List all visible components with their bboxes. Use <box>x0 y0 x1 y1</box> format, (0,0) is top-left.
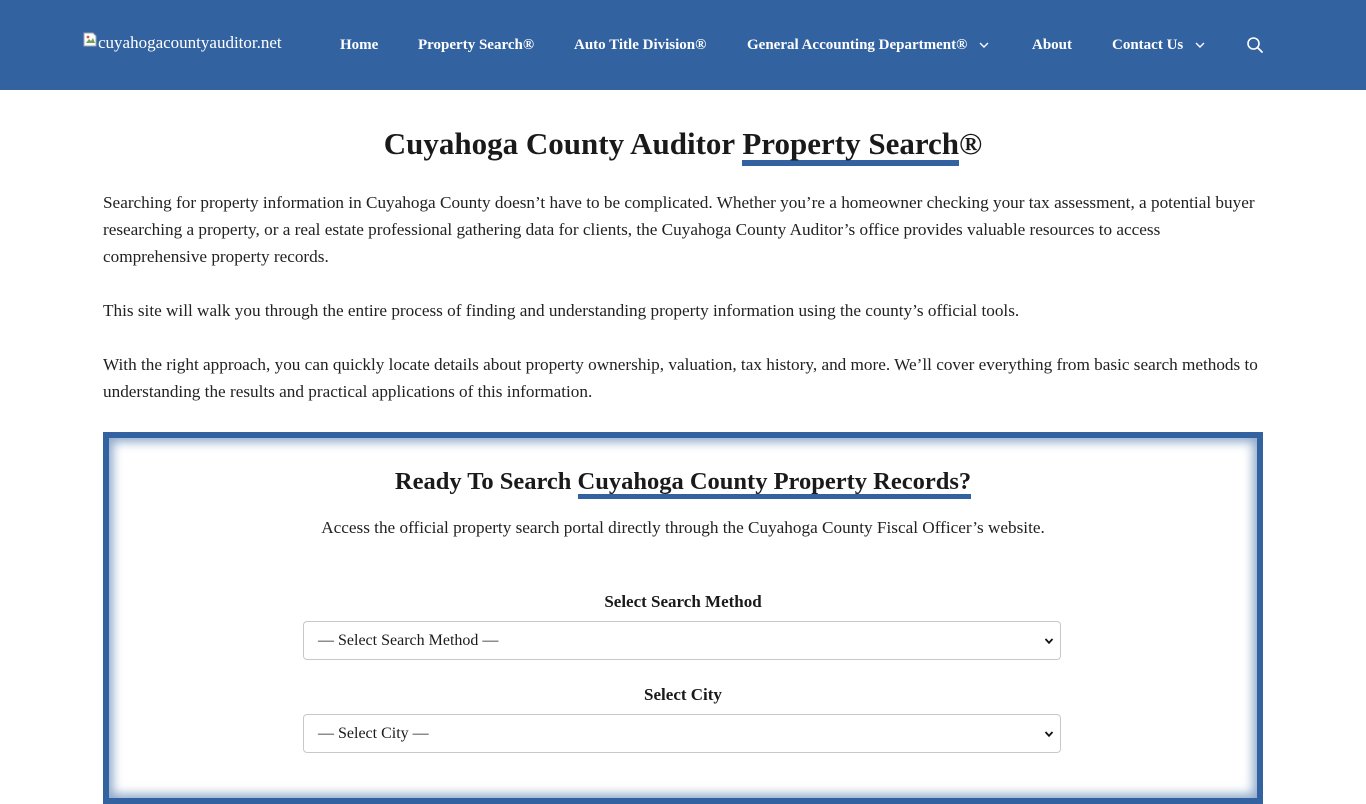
site-logo[interactable] <box>83 33 282 53</box>
nav-home[interactable] <box>340 0 378 90</box>
nav-auto-title-division[interactable] <box>574 0 706 90</box>
page-title-highlight: Property Search <box>742 128 959 166</box>
search-box-title-highlight: Cuyahoga County Property Records? <box>578 470 972 499</box>
nav-contact-us[interactable] <box>1112 0 1205 90</box>
site-header <box>0 0 1366 90</box>
page-title-suffix: ® <box>959 126 983 161</box>
search-box-title <box>0 462 1366 502</box>
city-label: Select City <box>644 685 722 704</box>
chevron-down-icon <box>979 40 989 50</box>
nav-about-label: About <box>1032 36 1073 53</box>
nav-property-search-label: Property Search® <box>418 36 535 53</box>
nav-general-accounting-department-label: General Accounting Department® <box>747 36 968 53</box>
search-method-select[interactable] <box>303 621 1061 660</box>
page-title-text: Cuyahoga County Auditor <box>383 126 743 161</box>
chevron-down-icon <box>1044 729 1054 739</box>
search-method-selected-value: — Select Search Method — <box>318 631 499 649</box>
city-select[interactable] <box>303 714 1061 753</box>
search-icon[interactable] <box>1246 36 1264 54</box>
search-method-label: Select Search Method <box>604 592 762 611</box>
search-box-title-text: Ready To Search <box>394 468 578 495</box>
approach-paragraph: With the right approach, you can quickly locate details about property ownership, valuation, tax history, and more. We’ll cover everything from basic search methods to understanding the results and practical applications of this information. <box>103 355 1258 401</box>
nav-general-accounting-department[interactable] <box>747 0 989 90</box>
nav-home-label: Home <box>340 36 379 53</box>
site-logo-alt-text: cuyahogacountyauditor.net <box>98 33 282 52</box>
page-title <box>0 122 1366 166</box>
broken-image-icon <box>83 32 97 47</box>
guide-paragraph: This site will walk you through the entire process of finding and understanding property information using the county’s official tools. <box>103 301 1020 320</box>
intro-paragraph: Searching for property information in Cuyahoga County doesn’t have to be complicated. Whether you’re a homeowner checking your tax assessment, a potential buyer researching a property, or a real estate professional gathering data for clients, the Cuyahoga County Auditor’s office provides valuable resources to access comprehensive property records. <box>103 193 1255 266</box>
nav-auto-title-division-label: Auto Title Division® <box>574 36 707 53</box>
search-box-subtitle: Access the official property search portal directly through the Cuyahoga County Fiscal Officer’s website. <box>321 518 1045 537</box>
nav-contact-us-label: Contact Us <box>1112 36 1184 53</box>
nav-about[interactable] <box>1032 0 1072 90</box>
city-selected-value: — Select City — <box>318 724 429 742</box>
chevron-down-icon <box>1044 636 1054 646</box>
nav-property-search[interactable] <box>418 0 534 90</box>
chevron-down-icon <box>1195 40 1205 50</box>
